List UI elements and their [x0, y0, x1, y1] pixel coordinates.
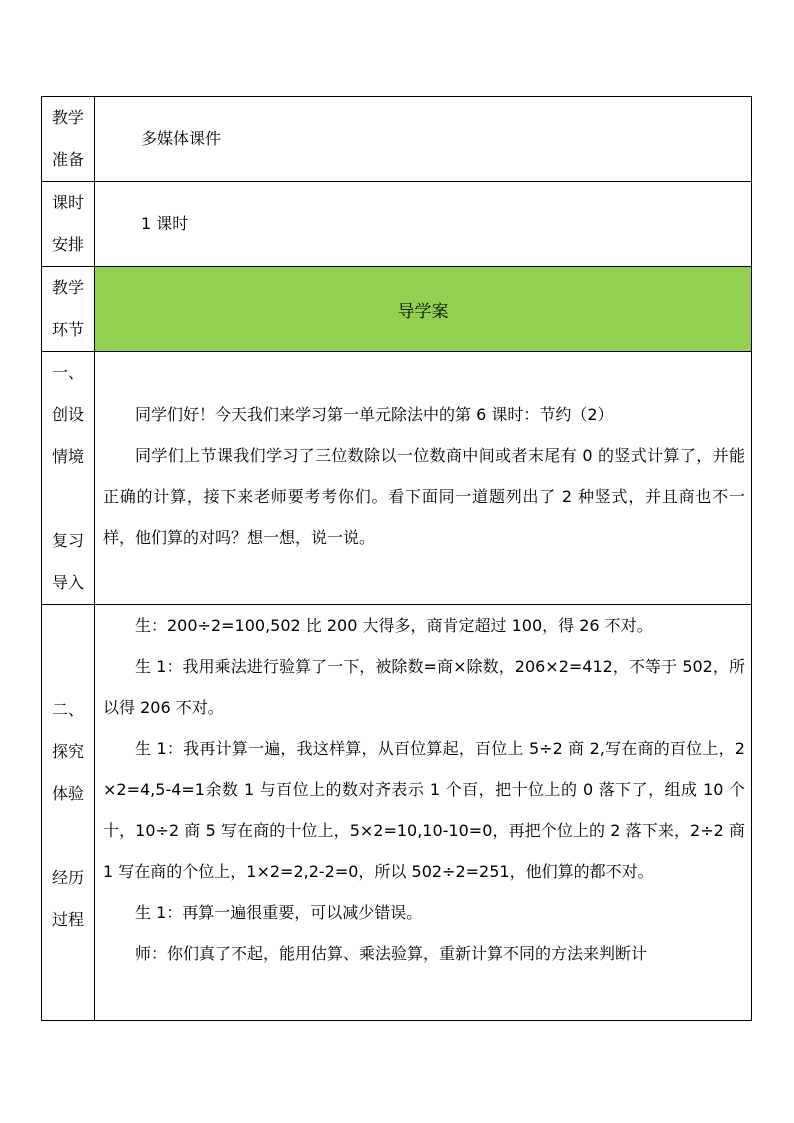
row-explore-process — [42, 605, 752, 1021]
content-class-hours — [95, 182, 752, 267]
label-line: 创设 — [51, 405, 84, 424]
row-teaching-stage — [42, 267, 752, 352]
label-line: 教学 — [51, 278, 84, 297]
row-teaching-preparation — [42, 97, 752, 182]
row-intro-review — [42, 352, 752, 605]
label-teaching-stage — [42, 267, 95, 352]
label-line: 安排 — [51, 235, 84, 254]
label-line: 情境 — [51, 447, 84, 466]
class-hours-text: 1 课时 — [141, 214, 189, 233]
label-line: 过程 — [51, 910, 84, 929]
explore-paragraphs — [95, 605, 751, 974]
paragraph: 同学们上节课我们学习了三位数除以一位数商中间或者末尾有 0 的竖式计算了，并能正确的计算，接下来老师要考考你们。看下面同一道题列出了 2 种竖式，并且商也不一样，他们算的对吗？想一想，说一说。 — [103, 446, 745, 547]
label-line: 教学 — [51, 108, 84, 127]
preparation-text: 多媒体课件 — [141, 129, 222, 148]
label-line: 导入 — [51, 573, 84, 592]
label-teaching-preparation — [42, 97, 95, 182]
label-line: 经历 — [51, 868, 84, 887]
guided-study-header: 导学案 — [95, 267, 752, 352]
content-explore-process — [95, 605, 752, 1021]
paragraph: 生 1：我再计算一遍，我这样算，从百位算起，百位上 5÷2 商 2,写在商的百位上，2×2=4,5-4=1余数 1 与百位上的数对齐表示 1 个百，把十位上的 0 落下了，组成 10 个十，10÷2 商 5 写在商的十位上，5×2=10,10-10=0，再把个位上的 2 落下来，2÷2 商 1 写在商的个位上，1×2=2,2-2=0，所以 502÷2=251，他们算的都不对。 — [103, 739, 745, 881]
label-line: 体验 — [51, 784, 84, 803]
paragraph: 生 1：我用乘法进行验算了一下，被除数=商×除数，206×2=412，不等于 502，所以得 206 不对。 — [103, 657, 745, 717]
paragraph: 生：200÷2=100,502 比 200 大得多，商肯定超过 100，得 26 不对。 — [135, 616, 653, 635]
paragraph: 生 1：再算一遍很重要，可以减少错误。 — [135, 903, 423, 922]
paragraph: 师：你们真了不起，能用估算、乘法验算，重新计算不同的方法来判断计 — [135, 944, 648, 963]
content-teaching-preparation — [95, 97, 752, 182]
label-class-hours — [42, 182, 95, 267]
label-intro-review — [42, 352, 95, 605]
intro-paragraphs — [95, 352, 751, 558]
label-explore-process — [42, 605, 95, 1021]
content-intro-review — [95, 352, 752, 605]
lesson-plan-table — [41, 96, 752, 1021]
label-gap — [42, 478, 94, 520]
paragraph: 同学们好！今天我们来学习第一单元除法中的第 6 课时：节约（2） — [135, 405, 614, 424]
label-gap — [42, 815, 94, 857]
label-line: 课时 — [51, 193, 84, 212]
label-line: 复习 — [51, 531, 84, 550]
row-class-hours — [42, 182, 752, 267]
label-line: 探究 — [51, 742, 84, 761]
label-line: 准备 — [51, 150, 84, 169]
label-gap — [42, 605, 94, 689]
label-line: 一、 — [51, 363, 84, 382]
label-line: 环节 — [51, 320, 84, 339]
label-line: 二、 — [51, 700, 84, 719]
